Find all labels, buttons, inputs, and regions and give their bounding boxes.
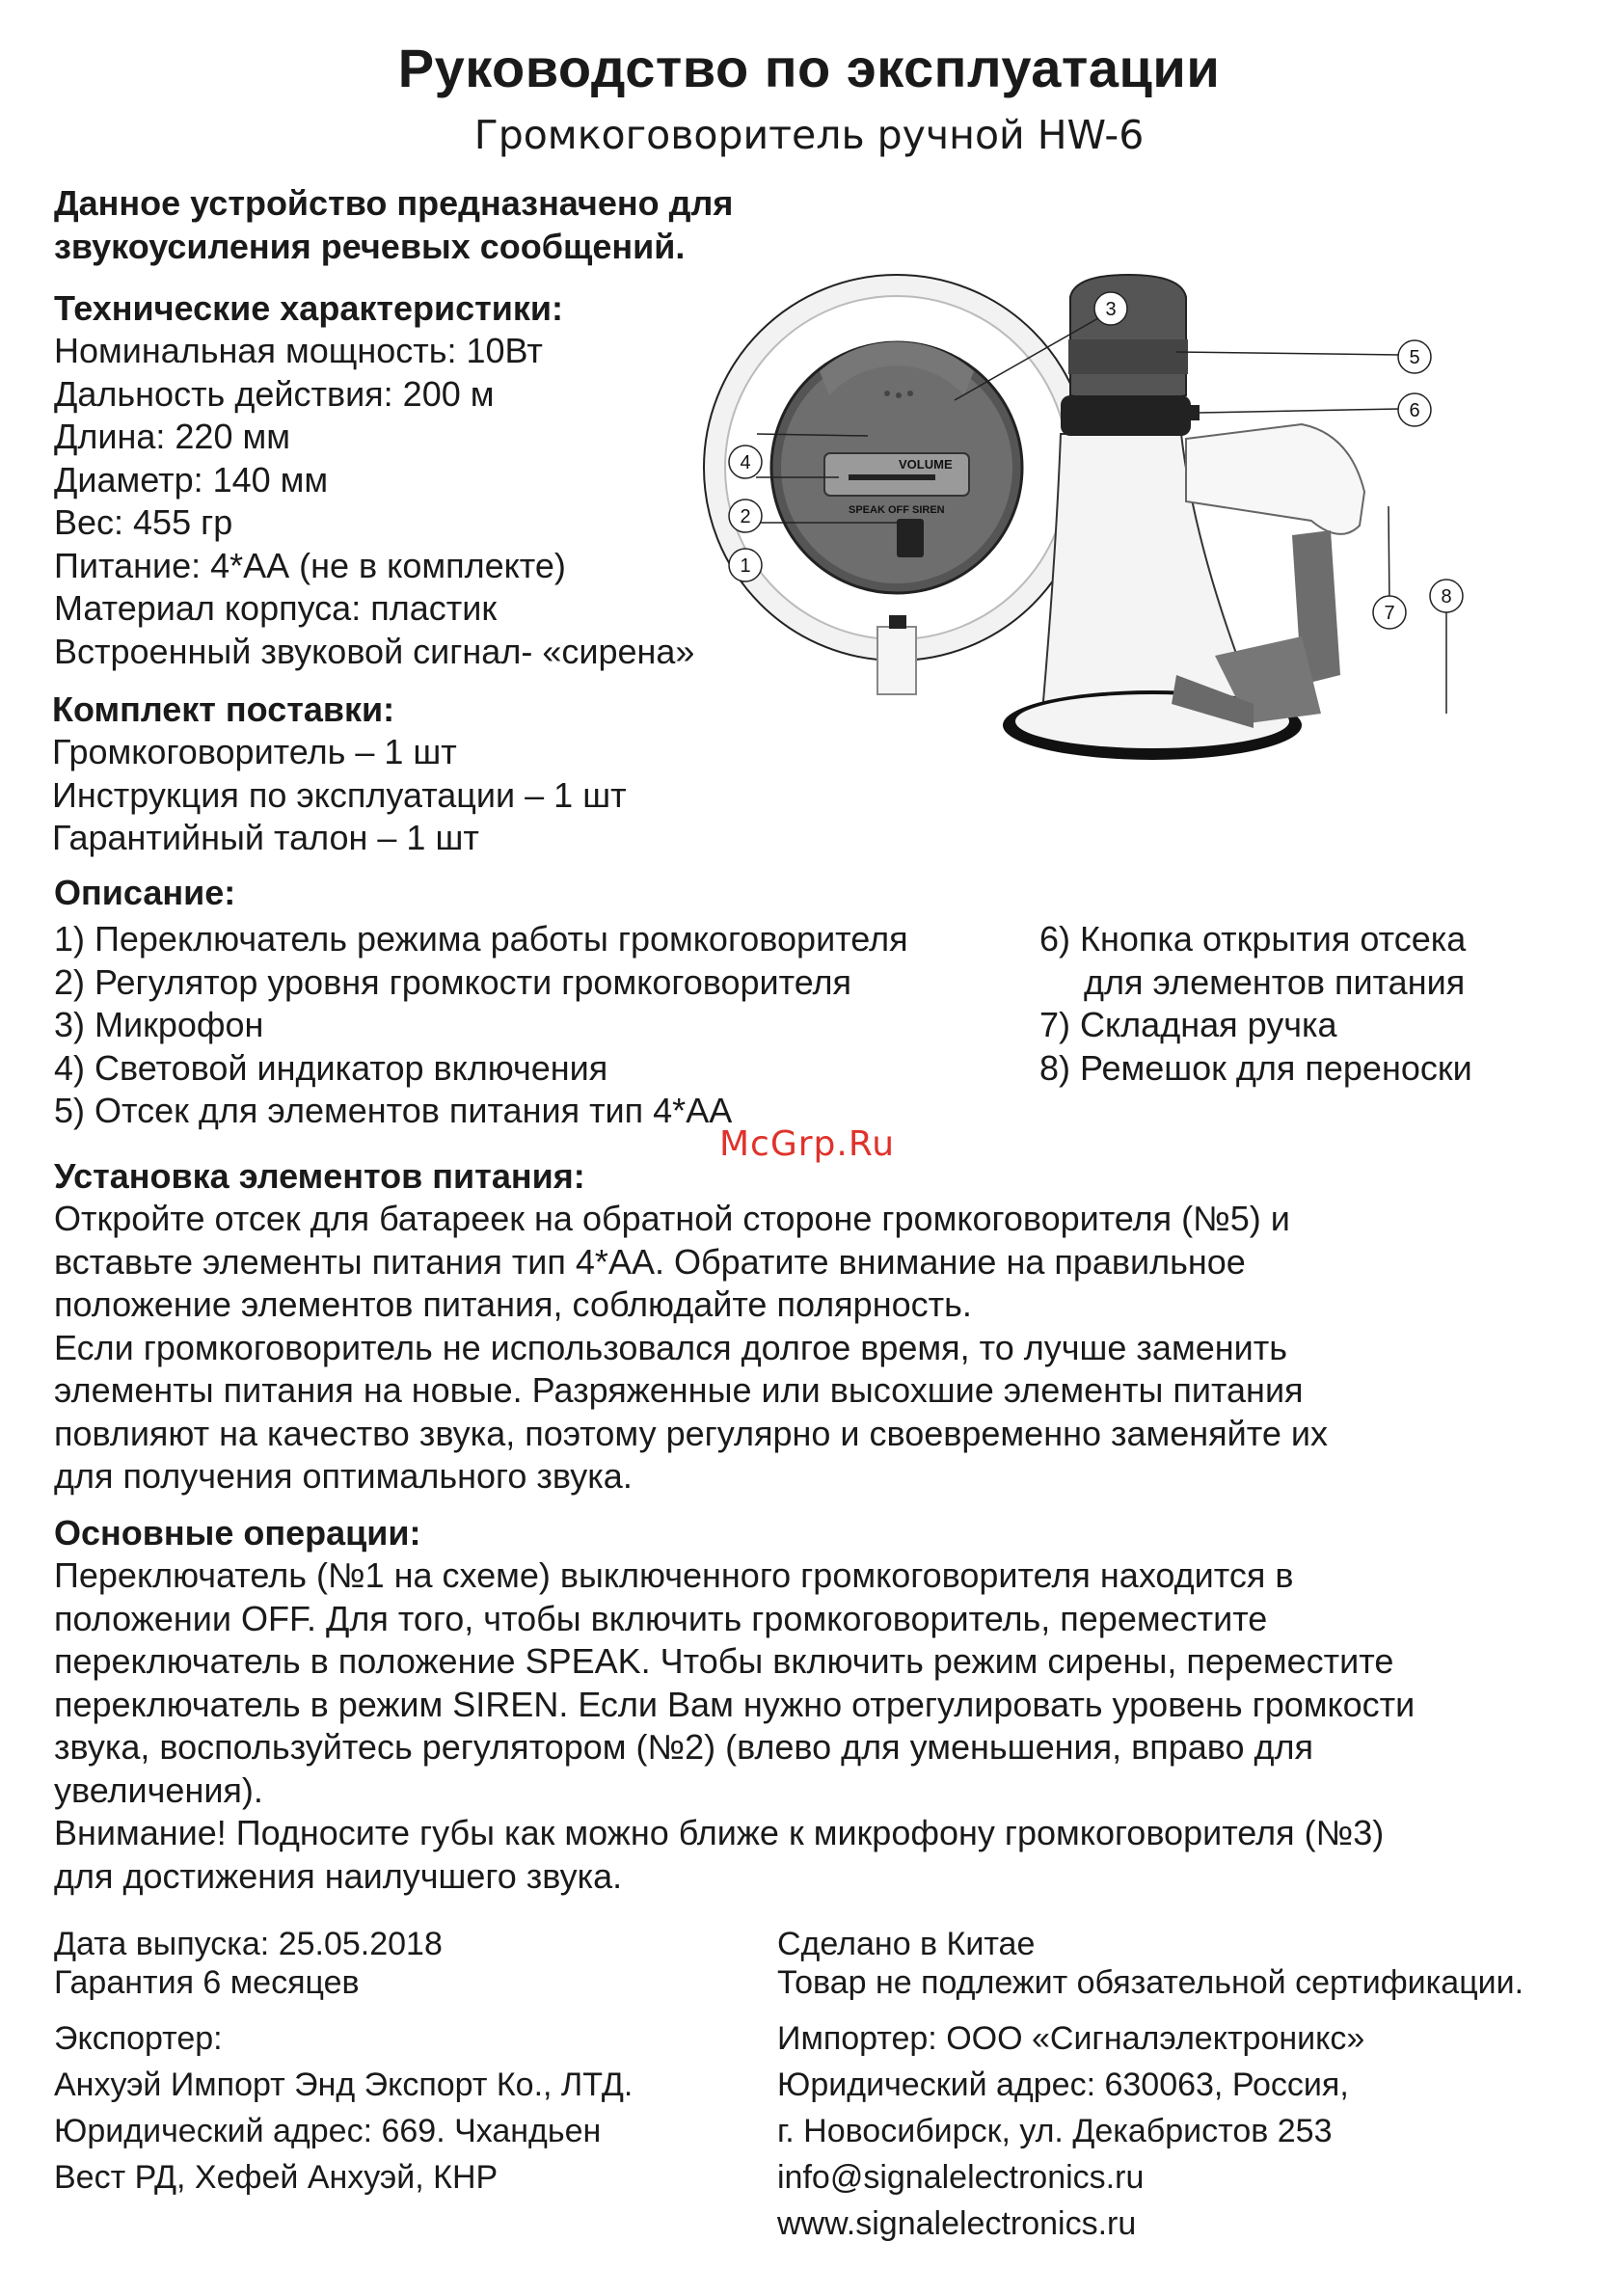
kit-item: Гарантийный талон – 1 шт <box>52 818 479 857</box>
operations-heading: Основные операции: <box>54 1513 421 1553</box>
description-list-left <box>54 918 1028 1133</box>
folding-handle <box>1186 424 1364 534</box>
mode-switch <box>897 519 924 557</box>
watermark: McGrp.Ru <box>719 1124 896 1164</box>
front-handle <box>877 627 916 694</box>
origin-info <box>777 1925 1524 2002</box>
front-trigger <box>889 615 906 629</box>
callout-3-label: 3 <box>1105 299 1117 320</box>
description-item: 4) Световой индикатор включения <box>54 1047 608 1088</box>
description-item: 5) Отсек для элементов питания тип 4*АА <box>54 1091 733 1130</box>
operations-line: переключатель в положение SPEAK. Чтобы включить режим сирены, переместите <box>54 1641 1394 1681</box>
exporter-line: Экспортер: <box>54 2020 223 2057</box>
importer-website[interactable]: www.signalelectronics.ru <box>777 2205 1137 2242</box>
operations-section <box>54 1512 1597 1898</box>
release-info <box>54 1925 443 2002</box>
mode-labels: SPEAK OFF SIREN <box>849 504 945 516</box>
kit-item: Инструкция по эксплуатации – 1 шт <box>52 774 627 815</box>
battery-line: для получения оптимального звука. <box>54 1456 633 1496</box>
exporter-line: Вест РД, Хефей Анхуэй, КНР <box>54 2159 499 2196</box>
spec-item: Дальность действия: 200 м <box>54 373 495 414</box>
megaphone-side-view <box>1003 275 1364 760</box>
description-item: 1) Переключатель режима работы громкоговорителя <box>54 919 908 959</box>
description-item: 2) Регулятор уровня громкости громкоговорителя <box>54 961 852 1002</box>
callout-5-label: 5 <box>1409 347 1420 368</box>
battery-line: элементы питания на новые. Разряженные или высохшие элементы питания <box>54 1370 1304 1410</box>
callout-8-label: 8 <box>1441 586 1452 608</box>
volume-slider <box>849 474 935 480</box>
operations-line: переключатель в режим SIREN. Если Вам нужно отрегулировать уровень громкости <box>54 1684 1416 1724</box>
battery-compartment <box>1070 275 1186 403</box>
spec-item: Номинальная мощность: 10Вт <box>54 331 543 370</box>
exporter-line: Анхуэй Импорт Энд Экспорт Ко., ЛТД. <box>54 2066 634 2103</box>
document-title: Руководство по эксплуатации <box>397 38 1221 98</box>
spec-item: Материал корпуса: пластик <box>54 588 498 628</box>
made-in: Сделано в Китае <box>777 1926 1036 1962</box>
spec-item: Длина: 220 мм <box>54 417 290 456</box>
intro-line: звукоусиления речевых сообщений. <box>54 227 686 266</box>
spec-item: Питание: 4*АА (не в комплекте) <box>54 545 566 585</box>
kit-item: Громкоговоритель – 1 шт <box>52 732 457 771</box>
description-item: 6) Кнопка открытия отсека <box>1039 919 1467 959</box>
operations-line: Переключатель (№1 на схеме) выключенного громкоговорителя находится в <box>54 1555 1294 1595</box>
operations-line: положении OFF. Для того, чтобы включить громкоговоритель, переместите <box>54 1598 1268 1638</box>
callout-4-label: 4 <box>740 452 751 473</box>
release-date: Дата выпуска: 25.05.2018 <box>54 1926 443 1962</box>
spec-item: Диаметр: 140 мм <box>54 459 329 500</box>
megaphone-illustration <box>675 270 1543 849</box>
battery-line: Если громкоговоритель не использовался долгое время, то лучше заменить <box>54 1327 1287 1367</box>
release-button <box>1186 405 1200 420</box>
battery-line: Откройте отсек для батареек на обратной стороне громкоговорителя (№5) и <box>54 1199 1290 1238</box>
importer-line: Юридический адрес: 630063, Россия, <box>777 2066 1349 2103</box>
battery-line: вставьте элементы питания тип 4*АА. Обратите внимание на правильное <box>54 1241 1246 1282</box>
operations-line: для достижения наилучшего звука. <box>54 1855 623 1896</box>
spec-item: Встроенный звуковой сигнал- «сирена» <box>54 631 695 671</box>
specs-heading: Технические характеристики: <box>54 288 564 328</box>
exporter-line: Юридический адрес: 669. Чхандьен <box>54 2113 602 2149</box>
description-item: 8) Ремешок для переноски <box>1039 1047 1472 1088</box>
document-subtitle: Громкоговоритель ручной HW-6 <box>473 112 1145 158</box>
importer-line: г. Новосибирск, ул. Декабристов 253 <box>777 2113 1333 2149</box>
importer-email[interactable]: info@signalelectronics.ru <box>777 2159 1145 2196</box>
intro-text <box>54 181 922 268</box>
callout-1-label: 1 <box>740 555 751 577</box>
volume-label: VOLUME <box>899 457 953 472</box>
callout-6-label: 6 <box>1409 400 1420 421</box>
battery-heading: Установка элементов питания: <box>54 1156 585 1196</box>
warranty-period: Гарантия 6 месяцев <box>54 1964 360 2001</box>
description-list-right <box>1039 918 1599 1090</box>
importer-line: Импортер: ООО «Сигналэлектроникс» <box>777 2020 1365 2057</box>
description-item: 3) Микрофон <box>54 1005 264 1044</box>
operations-line: увеличения). <box>54 1769 263 1810</box>
battery-line: повлияют на качество звука, поэтому регулярно и своевременно заменяйте их <box>54 1413 1328 1453</box>
intro-line: Данное устройство предназначено для <box>54 183 734 223</box>
battery-line: положение элементов питания, соблюдайте полярность. <box>54 1284 972 1324</box>
description-item-continuation: для элементов питания <box>1084 961 1466 1002</box>
importer-info <box>777 2015 1364 2247</box>
callout-7-label: 7 <box>1384 603 1395 624</box>
kit-heading: Комплект поставки: <box>52 689 395 729</box>
battery-section <box>54 1155 1597 1499</box>
certification-note: Товар не подлежит обязательной сертификации. <box>777 1964 1524 2001</box>
operations-line: Внимание! Подносите губы как можно ближе к микрофону громкоговорителя (№3) <box>54 1813 1385 1852</box>
operations-line: звука, воспользуйтесь регулятором (№2) (влево для уменьшения, вправо для <box>54 1727 1313 1767</box>
spec-item: Вес: 455 гр <box>54 502 233 542</box>
description-item: 7) Складная ручка <box>1039 1005 1337 1044</box>
callout-2-label: 2 <box>740 506 751 527</box>
exporter-info <box>54 2015 633 2201</box>
description-heading: Описание: <box>54 873 236 912</box>
megaphone-front-view <box>704 275 1090 694</box>
